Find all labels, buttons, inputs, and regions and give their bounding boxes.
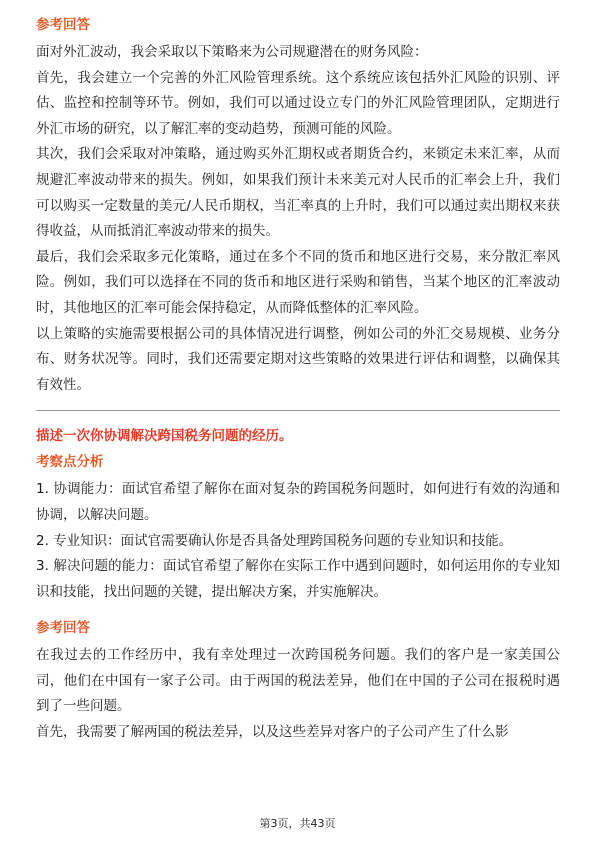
section-divider: [36, 410, 560, 411]
page-content: [36, 14, 560, 746]
answer-paragraph: 在我过去的工作经历中，我有幸处理过一次跨国税务问题。我们的客户是一家美国公司，他们在中国有一家子公司。由于两国的税法差异，他们在中国的子公司在报税时遇到了一些问题。: [36, 647, 560, 715]
answer-paragraph: 首先，我会建立一个完善的外汇风险管理系统。这个系统应该包括外汇风险的识别、评估、监控和控制等环节。例如，我们可以通过设立专门的外汇风险管理团队，定期进行外汇市场的研究，以了解汇率的变动趋势，预测可能的风险。: [36, 69, 560, 137]
question-title: 描述一次你协调解决跨国税务问题的经历。: [36, 428, 293, 445]
analysis-item: 3. 解决问题的能力：面试官希望了解你在实际工作中遇到问题时，如何运用你的专业知识和技能，找出问题的关键，提出解决方案，并实施解决。: [36, 558, 560, 600]
answer-heading: 参考回答: [36, 620, 90, 637]
analysis-item: 1. 协调能力：面试官希望了解你在面对复杂的跨国税务问题时，如何进行有效的沟通和协调，以解决问题。: [36, 481, 560, 523]
answer-heading: 参考回答: [36, 17, 90, 33]
page-number: 第3页，共43页: [259, 817, 336, 830]
answer-paragraph: 其次，我们会采取对冲策略，通过购买外汇期权或者期货合约，来锁定未来汇率，从而规避汇率波动带来的损失。例如，如果我们预计未来美元对人民币的汇率会上升，我们可以购买一定数量的美元/人民币期权，当汇率真的上升时，我们可以通过卖出期权来获得收益，从而抵消汇率波动带来的损失。: [36, 146, 560, 240]
answer-paragraph: 首先，我需要了解两国的税法差异，以及这些差异对客户的子公司产生了什么影: [36, 724, 509, 741]
analysis-item: 2. 专业知识：面试官需要确认你是否具备处理跨国税务问题的专业知识和技能。: [36, 532, 513, 549]
answer-paragraph: 以上策略的实施需要根据公司的具体情况进行调整，例如公司的外汇交易规模、业务分布、财务状况等。同时，我们还需要定期对这些策略的效果进行评估和调整，以确保其有效性。: [36, 325, 560, 393]
answer-paragraph: 面对外汇波动，我会采取以下策略来为公司规避潜在的财务风险：: [36, 44, 428, 60]
answer-paragraph: 最后，我们会采取多元化策略，通过在多个不同的货币和地区进行交易，来分散汇率风险。例如，我们可以选择在不同的货币和地区进行采购和销售，当某个地区的汇率波动时，其他地区的汇率可能会保持稳定，从而降低整体的汇率风险。: [36, 248, 560, 316]
analysis-heading: 考察点分析: [36, 454, 104, 471]
